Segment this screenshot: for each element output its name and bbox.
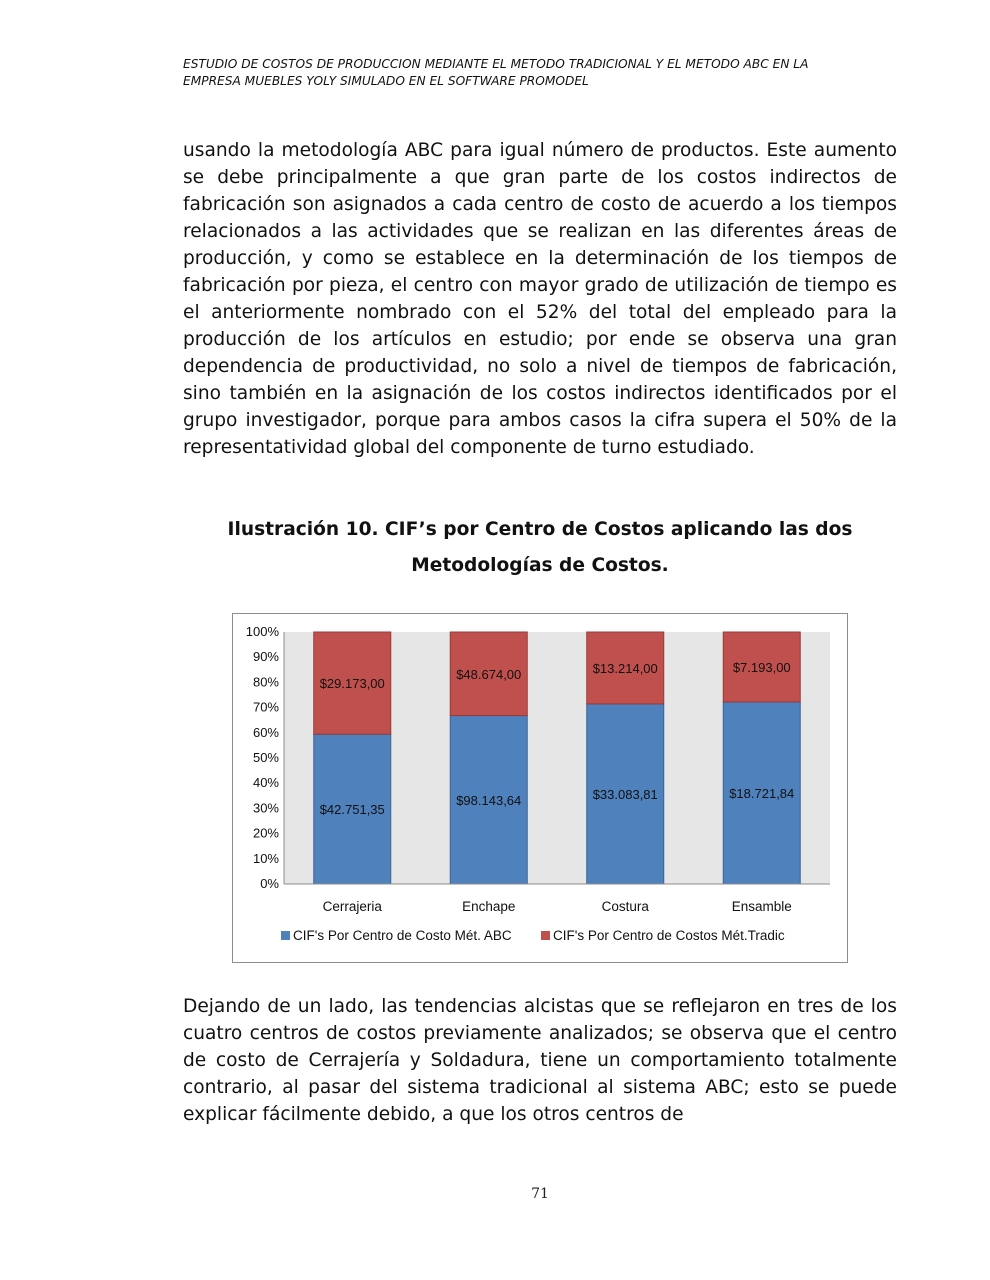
legend-swatch	[281, 931, 290, 940]
bar-data-label: $98.143,64	[456, 792, 522, 808]
bar-data-label: $42.751,35	[319, 802, 385, 818]
stacked-bar-chart-figure	[232, 613, 849, 964]
y-tick-label: 30%	[252, 800, 279, 816]
x-tick-label: Costura	[601, 899, 649, 914]
body-paragraph-top: usando la metodología ABC para igual número de productos. Este aumento se debe principalmente a que gran parte de los costos indirectos de fabricación son asignados a cada centro de costo de acuerdo a los tiempos relacionados a las actividades que se realizan en las diferentes áreas de producción, y como se establece en la determinación de los tiempos de fabricación por pieza, el centro con mayor grado de utilización de tiempo es el anteriormente nombrado con el 52% del total del empleado para la producción de los artículos en estudio; por ende se observa una gran dependencia de productividad, no solo a nivel de tiempos de fabricación, sino también en la asignación de los costos indirectos identificados por el grupo investigador, porque para ambos casos la cifra supera el 50% de la representatividad global del componente de turno estudiado.	[183, 140, 897, 458]
running-header-line-1: ESTUDIO DE COSTOS DE PRODUCCION MEDIANTE EL METODO TRADICIONAL Y EL METODO ABC EN LA	[183, 57, 809, 71]
figure-caption-line-1: Ilustración 10. CIF’s por Centro de Costos aplicando las dos	[227, 519, 853, 540]
page-number: 71	[531, 1186, 549, 1202]
running-header	[183, 56, 883, 90]
x-tick-label: Enchape	[462, 899, 516, 914]
legend-label: CIF's Por Centro de Costos Mét.Tradic	[553, 928, 785, 943]
bar-data-label: $13.214,00	[592, 660, 658, 676]
bar-data-label: $29.173,00	[319, 676, 385, 692]
body-paragraph-bottom: Dejando de un lado, las tendencias alcistas que se reflejaron en tres de los cuatro centros de costos previamente analizados; se observa que el centro de costo de Cerrajería y Soldadura, tiene un comportamiento totalmente contrario, al pasar del sistema tradicional al sistema ABC; esto se puede explicar fácilmente debido, a que los otros centros de	[183, 996, 897, 1125]
figure-caption-line-2: Metodologías de Costos.	[411, 555, 669, 576]
y-tick-label: 10%	[252, 850, 279, 866]
y-tick-label: 40%	[252, 775, 279, 791]
bar-data-label: $7.193,00	[732, 659, 791, 675]
y-tick-label: 50%	[252, 750, 279, 765]
bar-data-label: $33.083,81	[592, 786, 658, 802]
figure-caption	[183, 512, 897, 584]
y-tick-label: 80%	[252, 674, 279, 690]
bar-data-label: $18.721,84	[729, 785, 795, 801]
legend-label: CIF's Por Centro de Costo Mét. ABC	[293, 928, 512, 943]
legend-swatch	[541, 931, 550, 940]
y-tick-label: 60%	[252, 724, 279, 740]
x-tick-label: Ensamble	[731, 899, 792, 914]
y-tick-label: 0%	[260, 876, 279, 891]
y-tick-label: 20%	[252, 825, 279, 841]
y-tick-label: 70%	[252, 699, 279, 715]
x-tick-label: Cerrajeria	[322, 899, 382, 914]
y-tick-label: 100%	[245, 624, 279, 639]
running-header-line-2: EMPRESA MUEBLES YOLY SIMULADO EN EL SOFTWARE PROMODEL	[183, 74, 589, 88]
stacked-bar-chart	[232, 613, 849, 964]
bar-data-label: $48.674,00	[456, 666, 522, 682]
y-tick-label: 90%	[252, 649, 279, 665]
